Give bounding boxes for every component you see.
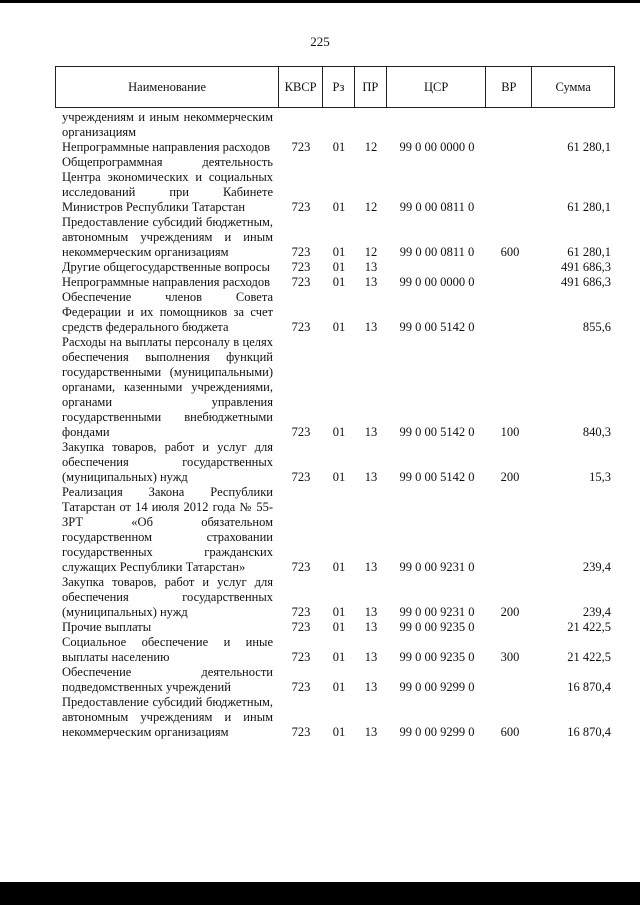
row-kvsr: 723 <box>291 725 311 739</box>
row-name: Социальное обеспечение и иные выплаты населению <box>62 635 273 664</box>
row-vr: 200 <box>500 470 520 484</box>
row-kvsr: 723 <box>291 260 311 274</box>
table-row <box>55 260 615 275</box>
bottom-scan-border <box>0 882 640 905</box>
table-row <box>55 620 615 635</box>
row-vr: 200 <box>500 605 520 619</box>
row-name: Предоставление субсидий бюджетным, автономным учреждениям и иным некоммерческим организациям <box>62 215 273 259</box>
row-kvsr: 723 <box>291 650 311 664</box>
top-scan-border <box>0 0 640 3</box>
row-sum: 855,6 <box>582 320 611 334</box>
header-name: Наименование <box>56 67 279 107</box>
row-rz: 01 <box>332 605 346 619</box>
row-pr: 13 <box>364 605 378 619</box>
row-kvsr: 723 <box>291 275 311 289</box>
row-csr: 99 0 00 9235 0 <box>399 650 475 664</box>
header-sum: Сумма <box>555 79 591 94</box>
row-pr: 12 <box>364 140 378 154</box>
row-rz: 01 <box>332 425 346 439</box>
row-pr: 12 <box>364 200 378 214</box>
row-rz: 01 <box>332 650 346 664</box>
row-pr: 13 <box>364 320 378 334</box>
row-sum: 61 280,1 <box>567 140 611 154</box>
row-csr: 99 0 00 0811 0 <box>399 245 475 259</box>
header-vr: ВР <box>486 67 532 107</box>
row-sum: 16 870,4 <box>567 725 611 739</box>
table-row <box>55 485 615 575</box>
row-sum: 16 870,4 <box>567 680 611 694</box>
row-rz: 01 <box>332 320 346 334</box>
table-row <box>55 695 615 740</box>
page-number: 225 <box>310 34 330 49</box>
row-sum: 239,4 <box>582 605 611 619</box>
header-csr: ЦСР <box>387 67 487 107</box>
table-row <box>55 215 615 260</box>
row-csr: 99 0 00 0811 0 <box>399 200 475 214</box>
table-header <box>55 66 615 108</box>
row-sum: 61 280,1 <box>567 245 611 259</box>
row-csr: 99 0 00 9231 0 <box>399 560 475 574</box>
row-pr: 13 <box>364 425 378 439</box>
row-kvsr: 723 <box>291 680 311 694</box>
row-rz: 01 <box>332 680 346 694</box>
table-row <box>55 110 615 140</box>
row-rz: 01 <box>332 140 346 154</box>
row-kvsr: 723 <box>291 470 311 484</box>
row-rz: 01 <box>332 245 346 259</box>
row-pr: 13 <box>364 620 378 634</box>
table-row <box>55 275 615 290</box>
table-row <box>55 335 615 440</box>
row-sum: 840,3 <box>582 425 611 439</box>
row-sum: 491 686,3 <box>561 260 611 274</box>
row-name: Обеспечение деятельности подведомственных учреждений <box>62 665 273 694</box>
header-kvsr: КВСР <box>279 67 323 107</box>
row-vr: 600 <box>500 725 520 739</box>
table-body <box>55 110 615 740</box>
row-name: Непрограммные направления расходов <box>62 140 270 154</box>
row-csr: 99 0 00 5142 0 <box>399 320 475 334</box>
row-rz: 01 <box>332 260 346 274</box>
row-csr: 99 0 00 0000 0 <box>399 275 475 289</box>
row-pr: 13 <box>364 470 378 484</box>
table-row <box>55 440 615 485</box>
table-row <box>55 140 615 155</box>
row-pr: 12 <box>364 245 378 259</box>
row-csr: 99 0 00 9231 0 <box>399 605 475 619</box>
row-sum: 239,4 <box>582 560 611 574</box>
row-kvsr: 723 <box>291 605 311 619</box>
row-sum: 61 280,1 <box>567 200 611 214</box>
row-name: Закупка товаров, работ и услуг для обеспечения государственных (муниципальных) нужд <box>62 440 273 484</box>
row-pr: 13 <box>364 725 378 739</box>
row-sum: 15,3 <box>589 470 611 484</box>
row-rz: 01 <box>332 200 346 214</box>
row-kvsr: 723 <box>291 200 311 214</box>
row-pr: 13 <box>364 650 378 664</box>
table-row <box>55 665 615 695</box>
row-vr: 100 <box>500 425 520 439</box>
row-name: Предоставление субсидий бюджетным, автономным учреждениям и иным некоммерческим организациям <box>62 695 273 739</box>
row-rz: 01 <box>332 725 346 739</box>
row-csr: 99 0 00 9299 0 <box>399 725 475 739</box>
row-vr: 600 <box>500 245 520 259</box>
row-name: Закупка товаров, работ и услуг для обеспечения государственных (муниципальных) нужд <box>62 575 273 619</box>
row-rz: 01 <box>332 620 346 634</box>
table-row <box>55 290 615 335</box>
row-name: Общепрограммная деятельность Центра экономических и социальных исследований при Кабинете Министров Республики Татарстан <box>62 155 273 214</box>
row-csr: 99 0 00 0000 0 <box>399 140 475 154</box>
row-pr: 13 <box>364 680 378 694</box>
header-rz: Рз <box>323 67 355 107</box>
row-name: учреждениям и иным некоммерческим организациям <box>62 110 273 139</box>
row-kvsr: 723 <box>291 425 311 439</box>
row-sum: 21 422,5 <box>567 620 611 634</box>
row-name: Непрограммные направления расходов <box>62 275 270 289</box>
row-rz: 01 <box>332 275 346 289</box>
row-kvsr: 723 <box>291 560 311 574</box>
row-sum: 21 422,5 <box>567 650 611 664</box>
header-pr: ПР <box>355 67 387 107</box>
row-kvsr: 723 <box>291 140 311 154</box>
row-name: Реализация Закона Республики Татарстан от 14 июля 2012 года № 55-ЗРТ «Об обязательном государственном страховании государственных гражданских служащих Республики Татарстан» <box>62 485 273 574</box>
row-pr: 13 <box>364 275 378 289</box>
row-kvsr: 723 <box>291 620 311 634</box>
row-kvsr: 723 <box>291 320 311 334</box>
row-pr: 13 <box>364 260 378 274</box>
row-csr: 99 0 00 9299 0 <box>399 680 475 694</box>
row-name: Обеспечение членов Совета Федерации и их помощников за счет средств федерального бюджета <box>62 290 273 334</box>
row-csr: 99 0 00 5142 0 <box>399 470 475 484</box>
row-pr: 13 <box>364 560 378 574</box>
table-row <box>55 575 615 620</box>
row-rz: 01 <box>332 560 346 574</box>
row-rz: 01 <box>332 470 346 484</box>
row-csr: 99 0 00 9235 0 <box>399 620 475 634</box>
row-name: Другие общегосударственные вопросы <box>62 260 270 274</box>
row-sum: 491 686,3 <box>561 275 611 289</box>
table-row <box>55 635 615 665</box>
row-name: Прочие выплаты <box>62 620 152 634</box>
table-row <box>55 155 615 215</box>
row-vr: 300 <box>500 650 520 664</box>
row-kvsr: 723 <box>291 245 311 259</box>
row-name: Расходы на выплаты персоналу в целях обеспечения выполнения функций государственными (муниципальными) органами, казенными учреждениями, органами управления государственными внебюджетными фондами <box>62 335 273 439</box>
row-csr: 99 0 00 5142 0 <box>399 425 475 439</box>
